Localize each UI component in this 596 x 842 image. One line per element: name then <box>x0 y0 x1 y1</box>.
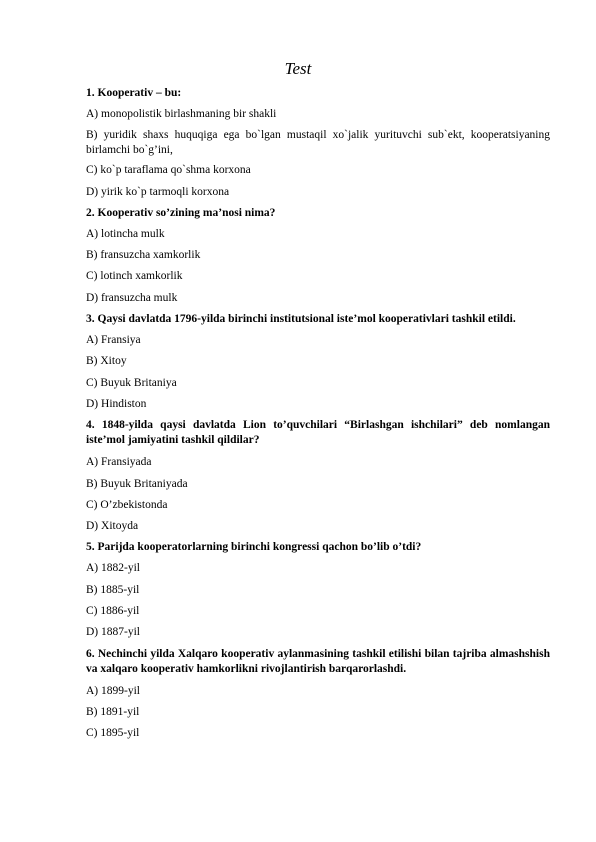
question-block-1 <box>86 86 550 200</box>
question-text: 3. Qaysi davlatda 1796-yilda birinchi institutsional iste’mol kooperativlari tashkil etildi. <box>86 313 516 326</box>
question-text: 2. Kooperativ so’zining ma’nosi nima? <box>86 206 276 219</box>
answer-option: C) 1886-yil <box>86 605 140 618</box>
answer-option: A) 1882-yil <box>86 562 140 575</box>
page-title: Test <box>284 59 312 78</box>
question-block-2 <box>86 206 550 306</box>
test-content <box>86 86 550 748</box>
answer-option: D) 1887-yil <box>86 626 140 639</box>
answer-option: B) Xitoy <box>86 355 127 368</box>
question-text: 6. Nechinchi yilda Xalqaro kooperativ aylanmasining tashkil etilishi bilan tajriba almashshish va xalqaro kooperativ hamkorlikni rivojlantirish barqarorlashdi. <box>86 647 550 675</box>
answer-option: D) yirik ko`p tarmoqli korxona <box>86 185 230 198</box>
answer-option: C) lotinch xamkorlik <box>86 270 183 283</box>
answer-option: C) O’zbekistonda <box>86 498 168 511</box>
answer-option: A) monopolistik birlashmaning bir shakli <box>86 108 277 120</box>
question-block-3 <box>86 312 550 412</box>
answer-option: D) Hindiston <box>86 397 147 410</box>
question-text: 4. 1848-yilda qaysi davlatda Lion to’quvchilari “Birlashgan ishchilari” deb nomlangan iste’mol jamiyatini tashkil qildilar? <box>86 419 550 447</box>
answer-option: A) lotincha mulk <box>86 227 165 240</box>
answer-option: C) 1895-yil <box>86 727 140 740</box>
answer-option: A) 1899-yil <box>86 684 140 697</box>
answer-option: D) Xitoyda <box>86 520 139 533</box>
question-block-5 <box>86 540 550 640</box>
answer-option: B) 1891-yil <box>86 705 140 718</box>
question-block-4 <box>86 418 550 534</box>
answer-option: B) Buyuk Britaniyada <box>86 477 188 490</box>
answer-option: B) fransuzcha xamkorlik <box>86 249 201 262</box>
answer-option: C) ko`p taraflama qo`shma korxona <box>86 164 251 177</box>
question-text: 5. Parijda kooperatorlarning birinchi kongressi qachon bo’lib o’tdi? <box>86 541 422 554</box>
answer-option: D) fransuzcha mulk <box>86 291 178 304</box>
answer-option: A) Fransiya <box>86 334 141 347</box>
question-block-6 <box>86 647 550 742</box>
answer-option: B) yuridik shaxs huquqiga ega bo`lgan mustaqil xo`jalik yurituvchi sub`ekt, kooperatsiyaning birlamchi bo`g’ini, <box>86 129 550 157</box>
question-text: 1. Kooperativ – bu: <box>86 87 182 99</box>
answer-option: C) Buyuk Britaniya <box>86 376 177 389</box>
answer-option: A) Fransiyada <box>86 456 152 469</box>
answer-option: B) 1885-yil <box>86 583 140 596</box>
